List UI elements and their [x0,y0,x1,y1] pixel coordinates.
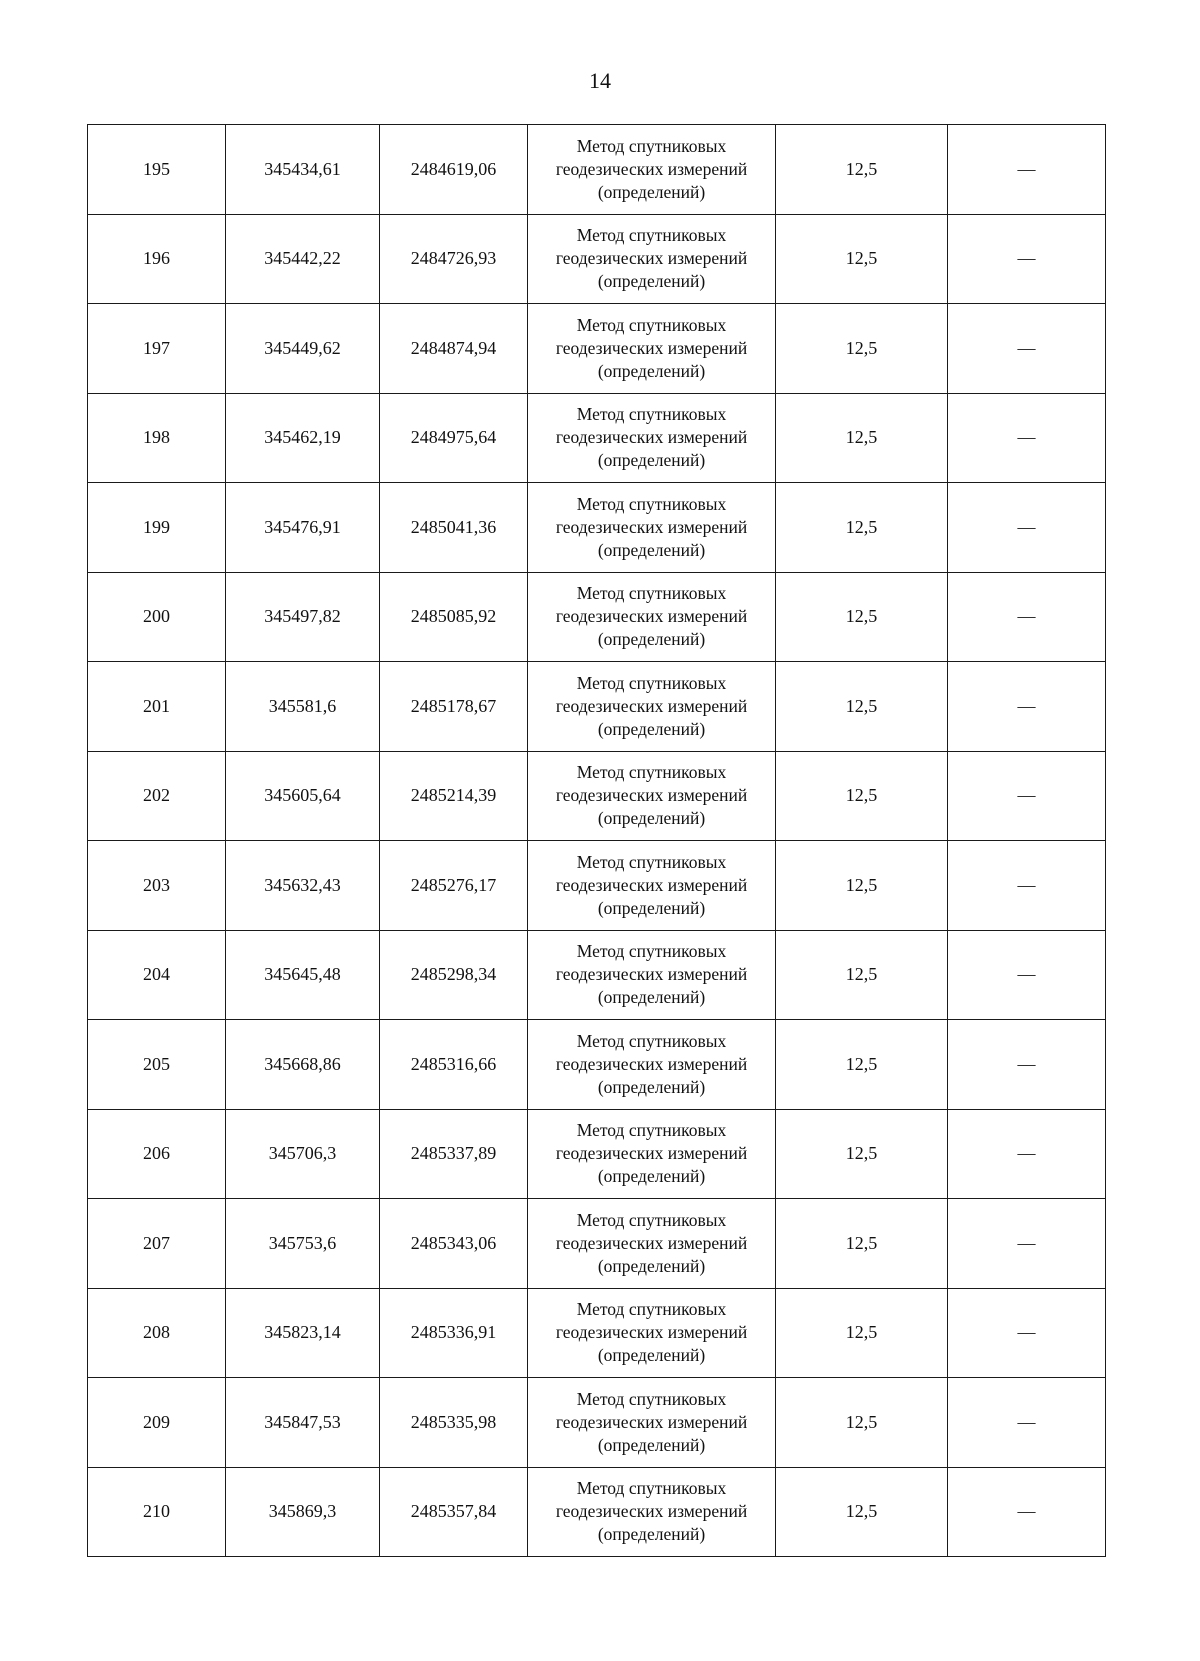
method-line: (определений) [597,1076,706,1097]
method-cell [528,1288,776,1378]
table-row [88,214,1106,304]
coordinates-table [87,124,1106,1557]
x-coordinate-cell: 345847,53 [226,1378,380,1468]
note-cell: — [948,214,1106,304]
y-coordinate-cell: 2485276,17 [380,841,528,931]
table-row [88,572,1106,662]
y-coordinate-cell: 2485343,06 [380,1199,528,1289]
method-line: геодезических измерений [555,874,748,895]
point-number-cell: 208 [88,1288,226,1378]
y-coordinate-cell: 2484975,64 [380,393,528,483]
method-line: геодезических измерений [555,1501,748,1522]
method-line: Метод спутниковых [576,225,727,246]
accuracy-cell: 12,5 [776,662,948,752]
method-line: (определений) [597,1524,706,1545]
point-number-cell: 202 [88,751,226,841]
method-line: геодезических измерений [555,785,748,806]
method-line: Метод спутниковых [576,135,727,156]
y-coordinate-cell: 2484874,94 [380,304,528,394]
x-coordinate-cell: 345869,3 [226,1467,380,1557]
y-coordinate-cell: 2485335,98 [380,1378,528,1468]
accuracy-cell: 12,5 [776,1467,948,1557]
x-coordinate-cell: 345823,14 [226,1288,380,1378]
method-cell [528,751,776,841]
y-coordinate-cell: 2485041,36 [380,483,528,573]
note-cell: — [948,1288,1106,1378]
method-line: (определений) [597,987,706,1008]
point-number-cell: 196 [88,214,226,304]
point-number-cell: 209 [88,1378,226,1468]
method-line: (определений) [597,718,706,739]
method-cell [528,1378,776,1468]
method-line: Метод спутниковых [576,404,727,425]
x-coordinate-cell: 345753,6 [226,1199,380,1289]
method-line: геодезических измерений [555,337,748,358]
point-number-cell: 198 [88,393,226,483]
note-cell: — [948,1109,1106,1199]
accuracy-cell: 12,5 [776,572,948,662]
method-line: геодезических измерений [555,516,748,537]
method-line: Метод спутниковых [576,941,727,962]
accuracy-cell: 12,5 [776,751,948,841]
method-line: (определений) [597,1434,706,1455]
accuracy-cell: 12,5 [776,125,948,215]
method-cell [528,930,776,1020]
method-line: геодезических измерений [555,1053,748,1074]
y-coordinate-cell: 2485316,66 [380,1020,528,1110]
method-cell [528,841,776,931]
table-row [88,751,1106,841]
method-line: геодезических измерений [555,606,748,627]
accuracy-cell: 12,5 [776,1020,948,1110]
method-line: Метод спутниковых [576,1299,727,1320]
method-line: (определений) [597,271,706,292]
table-row [88,1467,1106,1557]
method-cell [528,1467,776,1557]
method-line: Метод спутниковых [576,1030,727,1051]
x-coordinate-cell: 345632,43 [226,841,380,931]
table-row [88,930,1106,1020]
method-cell [528,304,776,394]
method-line: Метод спутниковых [576,1120,727,1141]
note-cell: — [948,1020,1106,1110]
table-row [88,393,1106,483]
y-coordinate-cell: 2485085,92 [380,572,528,662]
accuracy-cell: 12,5 [776,214,948,304]
note-cell: — [948,751,1106,841]
x-coordinate-cell: 345497,82 [226,572,380,662]
note-cell: — [948,662,1106,752]
method-line: геодезических измерений [555,695,748,716]
note-cell: — [948,1199,1106,1289]
table-row [88,1378,1106,1468]
table-row [88,483,1106,573]
x-coordinate-cell: 345581,6 [226,662,380,752]
method-line: геодезических измерений [555,1322,748,1343]
x-coordinate-cell: 345645,48 [226,930,380,1020]
method-line: (определений) [597,360,706,381]
method-line: геодезических измерений [555,1143,748,1164]
x-coordinate-cell: 345449,62 [226,304,380,394]
method-cell [528,393,776,483]
table-row [88,662,1106,752]
method-line: Метод спутниковых [576,1478,727,1499]
accuracy-cell: 12,5 [776,1378,948,1468]
method-line: геодезических измерений [555,248,748,269]
note-cell: — [948,841,1106,931]
accuracy-cell: 12,5 [776,393,948,483]
method-line: (определений) [597,181,706,202]
note-cell: — [948,483,1106,573]
method-cell [528,483,776,573]
method-line: геодезических измерений [555,158,748,179]
x-coordinate-cell: 345706,3 [226,1109,380,1199]
method-line: (определений) [597,808,706,829]
method-line: Метод спутниковых [576,583,727,604]
note-cell: — [948,304,1106,394]
note-cell: — [948,125,1106,215]
note-cell: — [948,1378,1106,1468]
y-coordinate-cell: 2485357,84 [380,1467,528,1557]
y-coordinate-cell: 2485336,91 [380,1288,528,1378]
table-row [88,125,1106,215]
method-cell [528,125,776,215]
point-number-cell: 200 [88,572,226,662]
table-row [88,1288,1106,1378]
point-number-cell: 204 [88,930,226,1020]
method-line: Метод спутниковых [576,672,727,693]
accuracy-cell: 12,5 [776,930,948,1020]
method-cell [528,214,776,304]
method-line: Метод спутниковых [576,1209,727,1230]
x-coordinate-cell: 345462,19 [226,393,380,483]
method-line: (определений) [597,897,706,918]
method-line: геодезических измерений [555,964,748,985]
method-line: Метод спутниковых [576,314,727,335]
point-number-cell: 207 [88,1199,226,1289]
method-cell [528,1199,776,1289]
x-coordinate-cell: 345605,64 [226,751,380,841]
method-line: (определений) [597,629,706,650]
y-coordinate-cell: 2485214,39 [380,751,528,841]
method-line: (определений) [597,539,706,560]
accuracy-cell: 12,5 [776,1288,948,1378]
table-row [88,1199,1106,1289]
y-coordinate-cell: 2485337,89 [380,1109,528,1199]
method-line: (определений) [597,450,706,471]
y-coordinate-cell: 2485298,34 [380,930,528,1020]
point-number-cell: 199 [88,483,226,573]
point-number-cell: 201 [88,662,226,752]
accuracy-cell: 12,5 [776,1109,948,1199]
point-number-cell: 195 [88,125,226,215]
x-coordinate-cell: 345434,61 [226,125,380,215]
method-cell [528,1109,776,1199]
coordinates-table-body [88,125,1106,1557]
method-line: (определений) [597,1345,706,1366]
table-row [88,841,1106,931]
method-line: Метод спутниковых [576,493,727,514]
method-cell [528,662,776,752]
note-cell: — [948,572,1106,662]
method-line: геодезических измерений [555,427,748,448]
method-line: Метод спутниковых [576,851,727,872]
note-cell: — [948,393,1106,483]
method-line: геодезических измерений [555,1232,748,1253]
x-coordinate-cell: 345668,86 [226,1020,380,1110]
y-coordinate-cell: 2484619,06 [380,125,528,215]
method-cell [528,1020,776,1110]
point-number-cell: 197 [88,304,226,394]
page-number: 14 [589,68,611,93]
table-row [88,1109,1106,1199]
point-number-cell: 205 [88,1020,226,1110]
point-number-cell: 203 [88,841,226,931]
point-number-cell: 206 [88,1109,226,1199]
table-row [88,1020,1106,1110]
point-number-cell: 210 [88,1467,226,1557]
table-row [88,304,1106,394]
method-line: (определений) [597,1255,706,1276]
y-coordinate-cell: 2485178,67 [380,662,528,752]
method-line: геодезических измерений [555,1411,748,1432]
accuracy-cell: 12,5 [776,1199,948,1289]
method-line: Метод спутниковых [576,762,727,783]
accuracy-cell: 12,5 [776,483,948,573]
note-cell: — [948,1467,1106,1557]
method-line: Метод спутниковых [576,1388,727,1409]
x-coordinate-cell: 345442,22 [226,214,380,304]
method-line: (определений) [597,1166,706,1187]
method-cell [528,572,776,662]
accuracy-cell: 12,5 [776,841,948,931]
accuracy-cell: 12,5 [776,304,948,394]
y-coordinate-cell: 2484726,93 [380,214,528,304]
x-coordinate-cell: 345476,91 [226,483,380,573]
note-cell: — [948,930,1106,1020]
